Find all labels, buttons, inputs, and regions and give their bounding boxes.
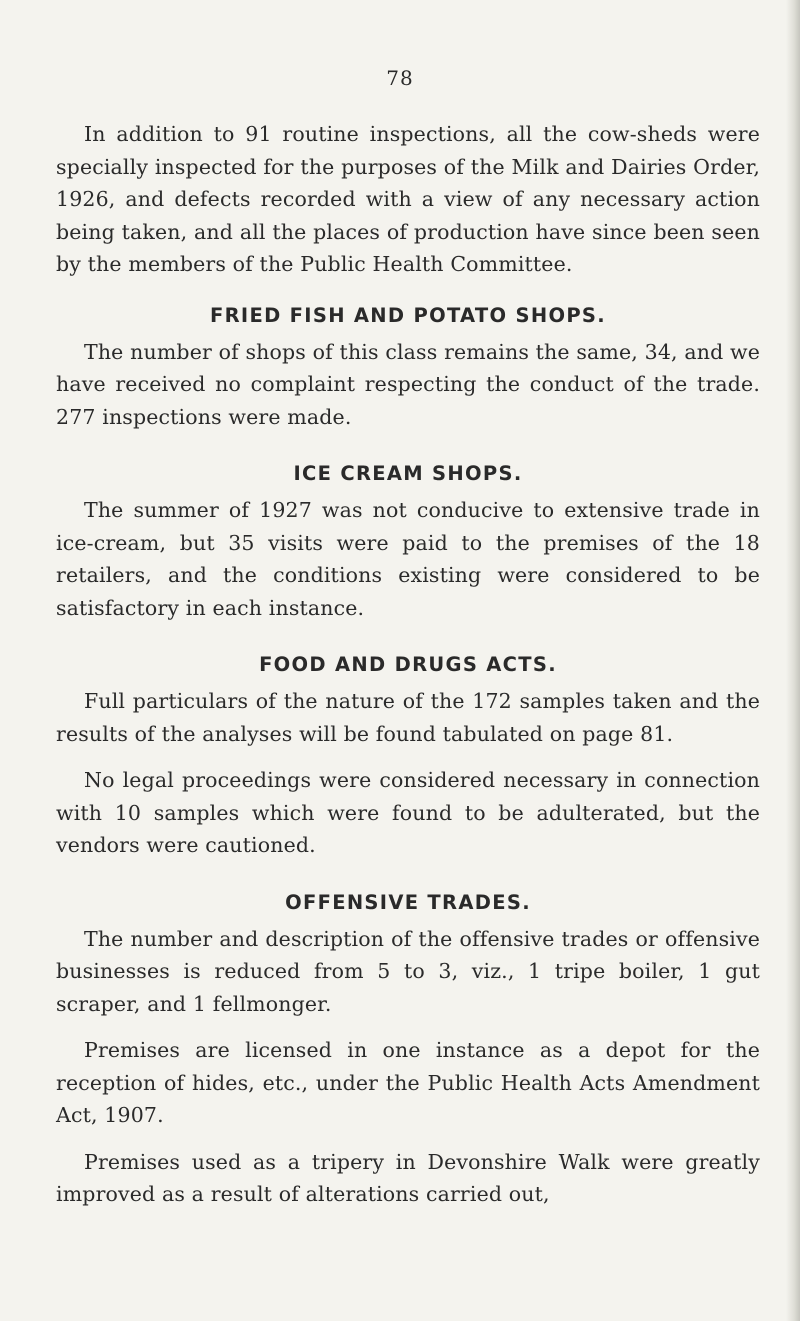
page-number: 78 <box>386 66 414 90</box>
section-paragraph: The number and description of the offensive trades or offensive businesses is reduced from 5 to 3, viz., 1 tripe boiler, 1 gut scraper, and 1 fellmonger. <box>56 926 760 1016</box>
section-paragraph: Premises used as a tripery in Devonshire Walk were greatly improved as a result of alterations carried out, <box>56 1149 760 1206</box>
section-paragraph: Premises are licensed in one instance as a depot for the reception of hides, etc., under the Public Health Acts Amendment Act, 1907. <box>56 1038 760 1127</box>
section-paragraph: Full particulars of the nature of the 172 samples taken and the results of the analyses will be found tabulated on page 81. <box>56 689 760 746</box>
section-heading: ICE CREAM SHOPS. <box>293 462 523 485</box>
section-paragraph: The summer of 1927 was not conducive to extensive trade in ice-cream, but 35 visits were paid to the premises of the 18 retailers, and the conditions existing were considered to be satisfactory in each instance. <box>56 498 760 620</box>
section-fried-fish-shops <box>56 304 760 434</box>
section-paragraph: No legal proceedings were considered necessary in connection with 10 samples which were found to be adulterated, but the vendors were cautioned. <box>56 768 760 857</box>
section-food-and-drugs-acts <box>56 653 760 862</box>
page-body <box>56 118 760 1211</box>
section-paragraph: The number of shops of this class remains the same, 34, and we have received no complaint respecting the conduct of the trade. 277 inspections were made. <box>56 339 760 429</box>
section-heading: FRIED FISH AND POTATO SHOPS. <box>210 303 606 327</box>
section-ice-cream-shops <box>56 462 760 624</box>
intro-paragraph: In addition to 91 routine inspections, all the cow-sheds were specially inspected for the purposes of the Milk and Dairies Order, 1926, and defects recorded with a view of any necessary action being taken, and all the places of production have since been seen by the members of the Public Health Committee. <box>56 122 760 276</box>
section-offensive-trades <box>56 891 760 1211</box>
section-heading: FOOD AND DRUGS ACTS. <box>259 653 557 676</box>
page-edge-shadow <box>786 0 800 1321</box>
section-heading: OFFENSIVE TRADES. <box>285 890 531 914</box>
